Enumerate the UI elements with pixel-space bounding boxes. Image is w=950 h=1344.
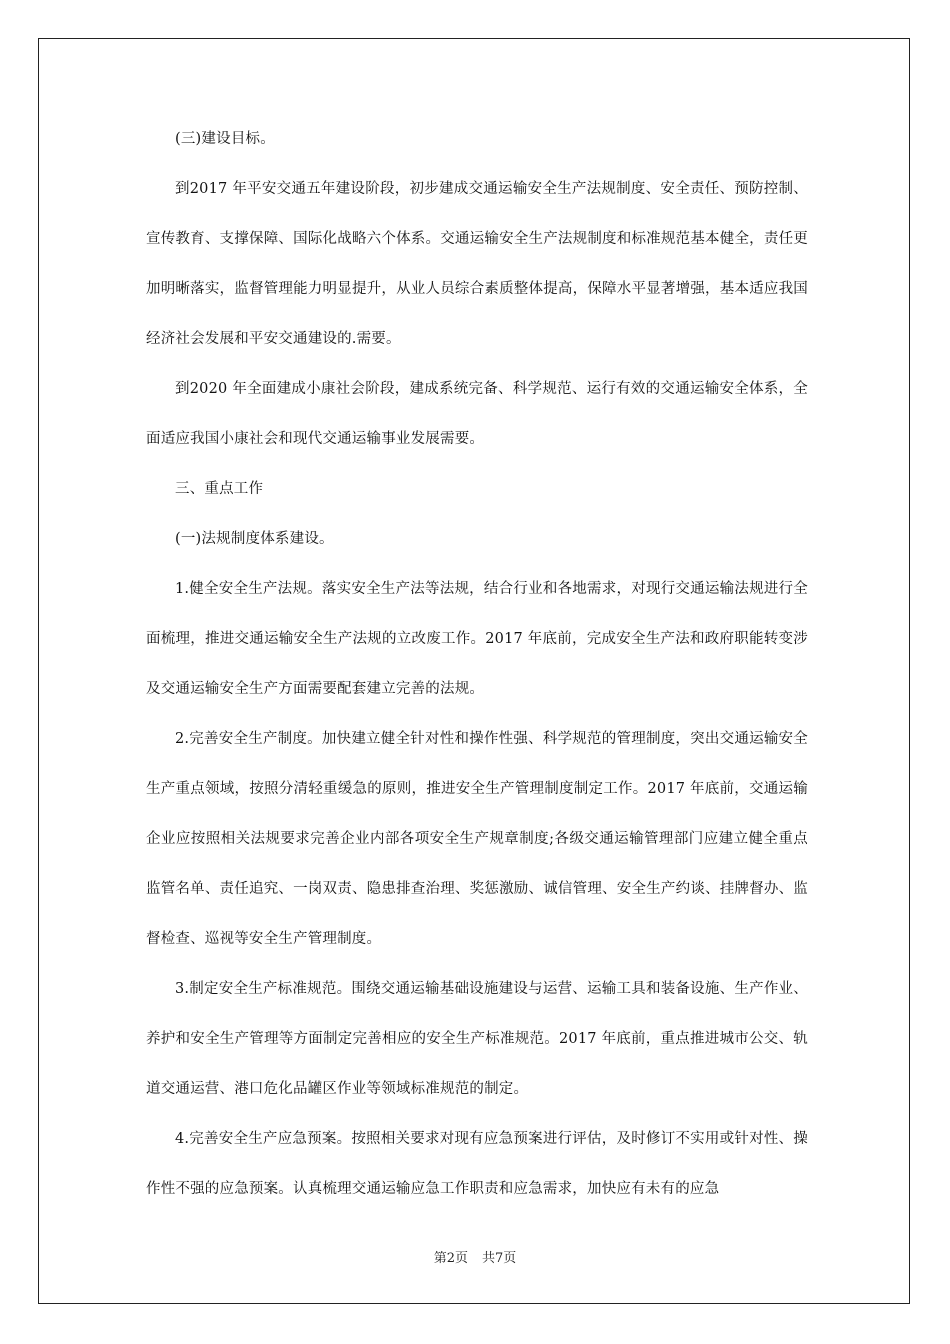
paragraph-item-2: 2.完善安全生产制度。加快建立健全针对性和操作性强、科学规范的管理制度，突出交通运输安全生产重点领域，按照分清轻重缓急的原则，推进安全生产管理制度制定工作。2017 年底前，交通运输企业应按照相关法规要求完善企业内部各项安全生产规章制度;各级交通运输管理部门应建立健全重点监管名单、责任追究、一岗双责、隐患排查治理、奖惩激励、诚信管理、安全生产约谈、挂牌督办、监督检查、巡视等安全生产管理制度。	[146, 731, 808, 947]
page-total: 共7页	[482, 1251, 517, 1266]
paragraph-2017-goal: 到2017 年平安交通五年建设阶段，初步建成交通运输安全生产法规制度、安全责任、预防控制、宣传教育、支撑保障、国际化战略六个体系。交通运输安全生产法规制度和标准规范基本健全，责任更加明晰落实，监督管理能力明显提升，从业人员综合素质整体提高，保障水平显著增强，基本适应我国经济社会发展和平安交通建设的.需要。	[146, 181, 808, 347]
page-footer	[0, 1247, 950, 1266]
paragraph-item-4: 4.完善安全生产应急预案。按照相关要求对现有应急预案进行评估，及时修订不实用或针对性、操作性不强的应急预案。认真梳理交通运输应急工作职责和应急需求，加快应有未有的应急	[146, 1131, 808, 1197]
heading-key-work: 三、重点工作	[175, 481, 264, 497]
document-body	[146, 114, 808, 1214]
page-number: 第2页	[433, 1251, 468, 1266]
paragraph-2020-goal: 到2020 年全面建成小康社会阶段，建成系统完备、科学规范、运行有效的交通运输安全体系，全面适应我国小康社会和现代交通运输事业发展需要。	[146, 381, 808, 447]
heading-construction-goals: (三)建设目标。	[175, 131, 275, 147]
paragraph-item-1: 1.健全安全生产法规。落实安全生产法等法规，结合行业和各地需求，对现行交通运输法规进行全面梳理，推进交通运输安全生产法规的立改废工作。2017 年底前，完成安全生产法和政府职能转变涉及交通运输安全生产方面需要配套建立完善的法规。	[146, 581, 808, 697]
paragraph-item-3: 3.制定安全生产标准规范。围绕交通运输基础设施建设与运营、运输工具和装备设施、生产作业、养护和安全生产管理等方面制定完善相应的安全生产标准规范。2017 年底前，重点推进城市公交、轨道交通运营、港口危化品罐区作业等领域标准规范的制定。	[146, 981, 808, 1097]
heading-regulation-system: (一)法规制度体系建设。	[175, 531, 334, 547]
